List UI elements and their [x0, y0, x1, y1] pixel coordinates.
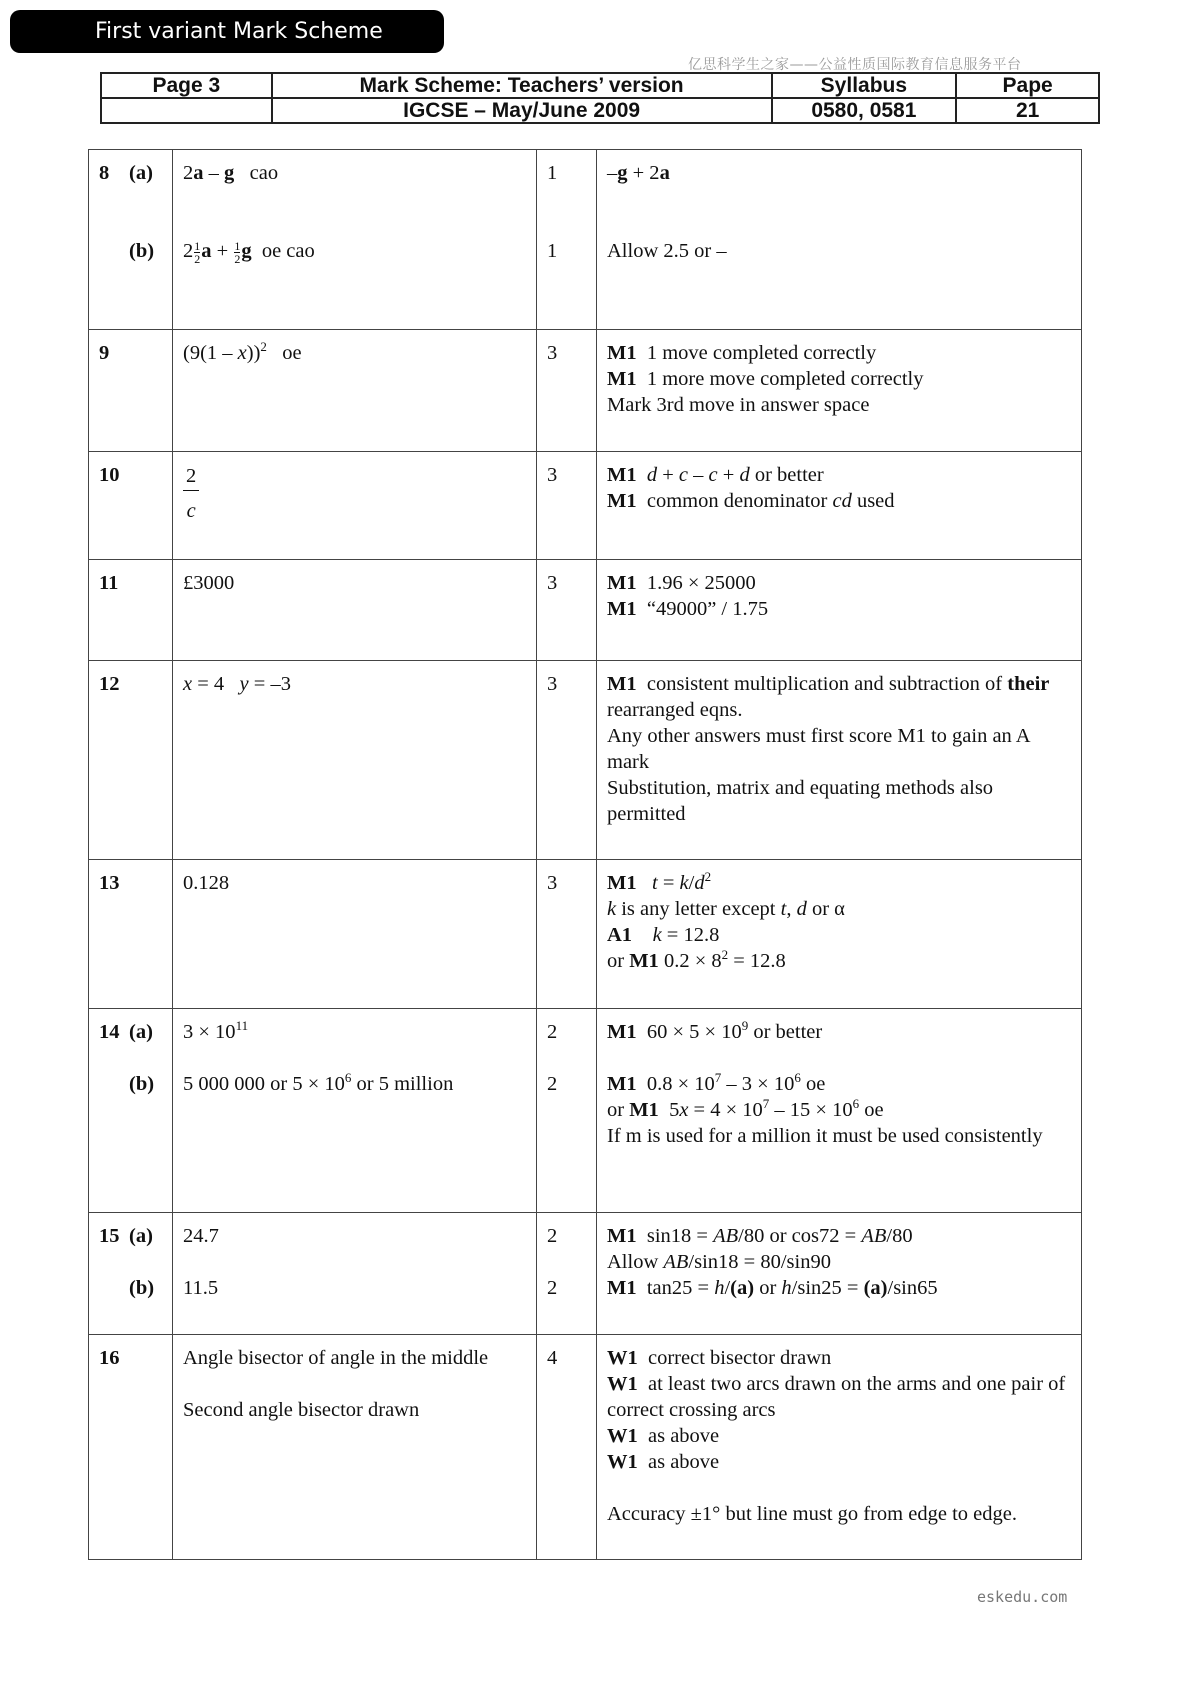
header-table	[100, 72, 1100, 124]
answer-cell	[173, 452, 537, 560]
answer-cell: $3 \times 10^{11}$ 5 000 000 or $5 \times 10^6$ or 5 million	[173, 1009, 537, 1213]
answer-cell: 2a – g cao 2 $\frac{1}{2}$ a + $\frac{1}{2}$ g oe cao	[173, 150, 537, 330]
header-subtitle: IGCSE – May/June 2009	[272, 98, 772, 123]
comment-cell: M1 1.96 × 25000 M1 “49000” / 1.75	[597, 560, 1082, 661]
comment-cell: M1 sin18 = AB/80 or cos72 = AB/80 Allow AB/sin18 = 80/sin90 M1 tan25 = h/(a) or h/sin25 = (a)/sin65	[597, 1213, 1082, 1335]
mark-cell: 4	[537, 1335, 597, 1560]
comment-cell: M1 $60 \times 5 \times 10^9$ or better M1 $0.8 \times 10^7 - 3 \times 10^6$ oe or M1 $5x = 4 \times 10^7 - 15 \times 10^6$ oe If m is used for a million it must be used consistently	[597, 1009, 1082, 1213]
header-syllabus-label: Syllabus	[772, 73, 957, 98]
mark-scheme-table	[88, 149, 1082, 1560]
comment-cell: M1 consistent multiplication and subtraction of their rearranged eqns. Any other answers must first score M1 to gain an A mark Substitution, matrix and equating methods also permitted	[597, 661, 1082, 860]
table-row	[89, 330, 1082, 452]
question-number: 11	[89, 560, 173, 661]
header-paper: 21	[956, 98, 1099, 123]
mark-cell: 3	[537, 860, 597, 1009]
table-row	[89, 860, 1082, 1009]
table-row	[89, 1335, 1082, 1560]
header-empty	[101, 98, 272, 123]
question-number: 14 (a) (b)	[89, 1009, 173, 1213]
comment-cell: W1 correct bisector drawn W1 at least two arcs drawn on the arms and one pair of correct crossing arcs W1 as above W1 as above Accuracy ±1° but line must go from edge to edge.	[597, 1335, 1082, 1560]
header-paper-label: Pape	[956, 73, 1099, 98]
answer-cell: 24.7 11.5	[173, 1213, 537, 1335]
answer-cell: Angle bisector of angle in the middle Second angle bisector drawn	[173, 1335, 537, 1560]
comment-cell: –g + 2a Allow 2.5 or –	[597, 150, 1082, 330]
footer-watermark: eskedu.com	[977, 1588, 1068, 1606]
document-banner: First variant Mark Scheme	[10, 10, 444, 53]
question-number: 9	[89, 330, 173, 452]
table-row	[89, 1009, 1082, 1213]
answer-cell: £3000	[173, 560, 537, 661]
table-row	[89, 452, 1082, 560]
question-number: 10	[89, 452, 173, 560]
table-row	[89, 150, 1082, 330]
mark-cell: 1 1	[537, 150, 597, 330]
comment-cell: M1 d + c – c + d or better M1 common denominator cd used	[597, 452, 1082, 560]
mark-cell: 2 2	[537, 1009, 597, 1213]
header-title: Mark Scheme: Teachers’ version	[272, 73, 772, 98]
header-page: Page 3	[101, 73, 272, 98]
fraction-answer: $\frac{2}{c}$	[183, 462, 199, 525]
table-row	[89, 661, 1082, 860]
answer-cell: 0.128	[173, 860, 537, 1009]
answer-cell: x = 4 y = –3	[173, 661, 537, 860]
mark-cell: 3	[537, 560, 597, 661]
mark-cell: 3	[537, 330, 597, 452]
mark-cell: 3	[537, 452, 597, 560]
question-number: 16	[89, 1335, 173, 1560]
question-number: 8 (a) (b)	[89, 150, 173, 330]
mark-cell: 3	[537, 661, 597, 860]
table-row	[89, 1213, 1082, 1335]
comment-cell: M1 1 move completed correctly M1 1 more move completed correctly Mark 3rd move in answer space	[597, 330, 1082, 452]
question-number: 12	[89, 661, 173, 860]
header-syllabus: 0580, 0581	[772, 98, 957, 123]
question-number: 15 (a) (b)	[89, 1213, 173, 1335]
table-row	[89, 560, 1082, 661]
mark-cell: 2 2	[537, 1213, 597, 1335]
watermark: 亿思科学生之家——公益性质国际教育信息服务平台	[688, 57, 1022, 73]
question-number: 13	[89, 860, 173, 1009]
comment-cell: M1 $t = k/d^2$ k is any letter except t, d or α A1 k = 12.8 or M1 $0.2 \times 8^2 = 12.8$	[597, 860, 1082, 1009]
answer-cell: (9(1 – x))$^2$ oe	[173, 330, 537, 452]
